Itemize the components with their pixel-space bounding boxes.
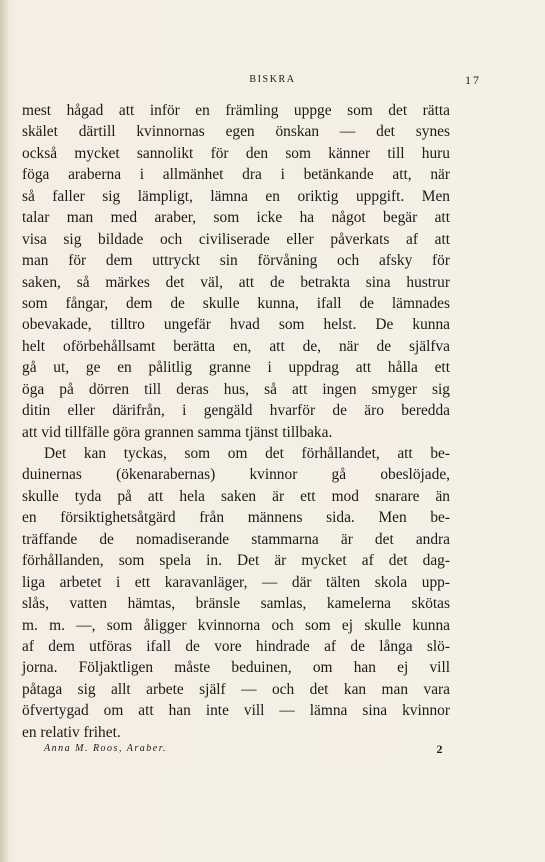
page-gutter — [0, 0, 8, 862]
text-line: öga på dörren till deras hus, så att ingen smyger sig — [22, 380, 450, 398]
text-line: skälet därtill kvinnornas egen önskan — det synes — [22, 123, 450, 141]
paragraph-1 — [22, 100, 450, 443]
text-line: visa sig bildade och civiliserade eller påverkats af att — [22, 230, 450, 248]
text-line: en relativ frihet. — [22, 723, 121, 741]
text-line: talar man med araber, som icke ha något begär att — [22, 209, 450, 227]
text-line: en försiktighetsåtgärd från männens sida. Men be- — [22, 509, 450, 527]
text-line: träffande de nomadiserande stammarna är det andra — [22, 530, 450, 548]
signature-footer — [44, 743, 444, 757]
text-line: ditin eller därifrån, i gengäld hvarför de äro beredda — [22, 402, 450, 420]
text-line: öfvertygad om att han inte vill — lämna sina kvinnor — [22, 702, 450, 720]
paragraph-2 — [22, 443, 450, 743]
running-title: BISKRA — [249, 74, 296, 85]
text-line: skulle tyda på att hela saken är ett mod snarare än — [22, 487, 450, 505]
text-line: saken, så märkes det väl, att de betrakta sina hustrur — [22, 273, 450, 291]
printer-signature: Anna M. Roos, Araber. — [44, 743, 167, 754]
text-line: också mycket sannolikt för den som känner till huru — [22, 144, 450, 162]
text-line: Det kan tyckas, som om det förhållandet, att be- — [44, 445, 450, 462]
signature-mark: 2 — [436, 742, 444, 756]
text-line: påtaga sig allt arbete själf — och det kan man vara — [22, 680, 450, 698]
text-line: som fångar, dem de skulle kunna, ifall de lämnades — [22, 294, 450, 312]
text-line: af dem utföras ifall de vore hindrade af de långa slö- — [22, 637, 450, 655]
text-line: duinernas (ökenarabernas) kvinnor gå obeslöjade, — [22, 466, 450, 484]
running-head — [0, 74, 545, 90]
text-line: föga araberna i allmänhet dra i betänkande att, när — [22, 166, 450, 184]
page-number: 17 — [465, 73, 481, 87]
text-line: m. m. —, som åligger kvinnorna och som ej skulle kunna — [22, 616, 450, 634]
text-line: förhållanden, som spela in. Det är mycket af det dag- — [22, 552, 450, 570]
text-line: obevakade, tilltro ungefär hvad som helst. De kunna — [22, 316, 450, 334]
text-line: gå ut, ge en pålitlig granne i uppdrag att hålla ett — [22, 359, 450, 377]
text-line: mest hågad att inför en främling uppge som det rätta — [22, 102, 450, 119]
text-line: man för dem uttryckt sin förvåning och afsky för — [22, 252, 450, 270]
text-line: slås, vatten hämtas, bränsle samlas, kamelerna skötas — [22, 595, 450, 613]
text-line: jorna. Följaktligen måste beduinen, om han ej vill — [22, 659, 450, 677]
text-line: så faller sig lämpligt, lämna en oriktig uppgift. Men — [22, 187, 450, 205]
text-line: helt oförbehållsamt berätta en, att de, när de själfva — [22, 337, 450, 355]
text-line: att vid tillfälle göra grannen samma tjänst tillbaka. — [22, 423, 333, 441]
text-line: liga arbetet i ett karavanläger, — där tälten skola upp- — [22, 573, 450, 591]
body-text — [22, 100, 450, 743]
